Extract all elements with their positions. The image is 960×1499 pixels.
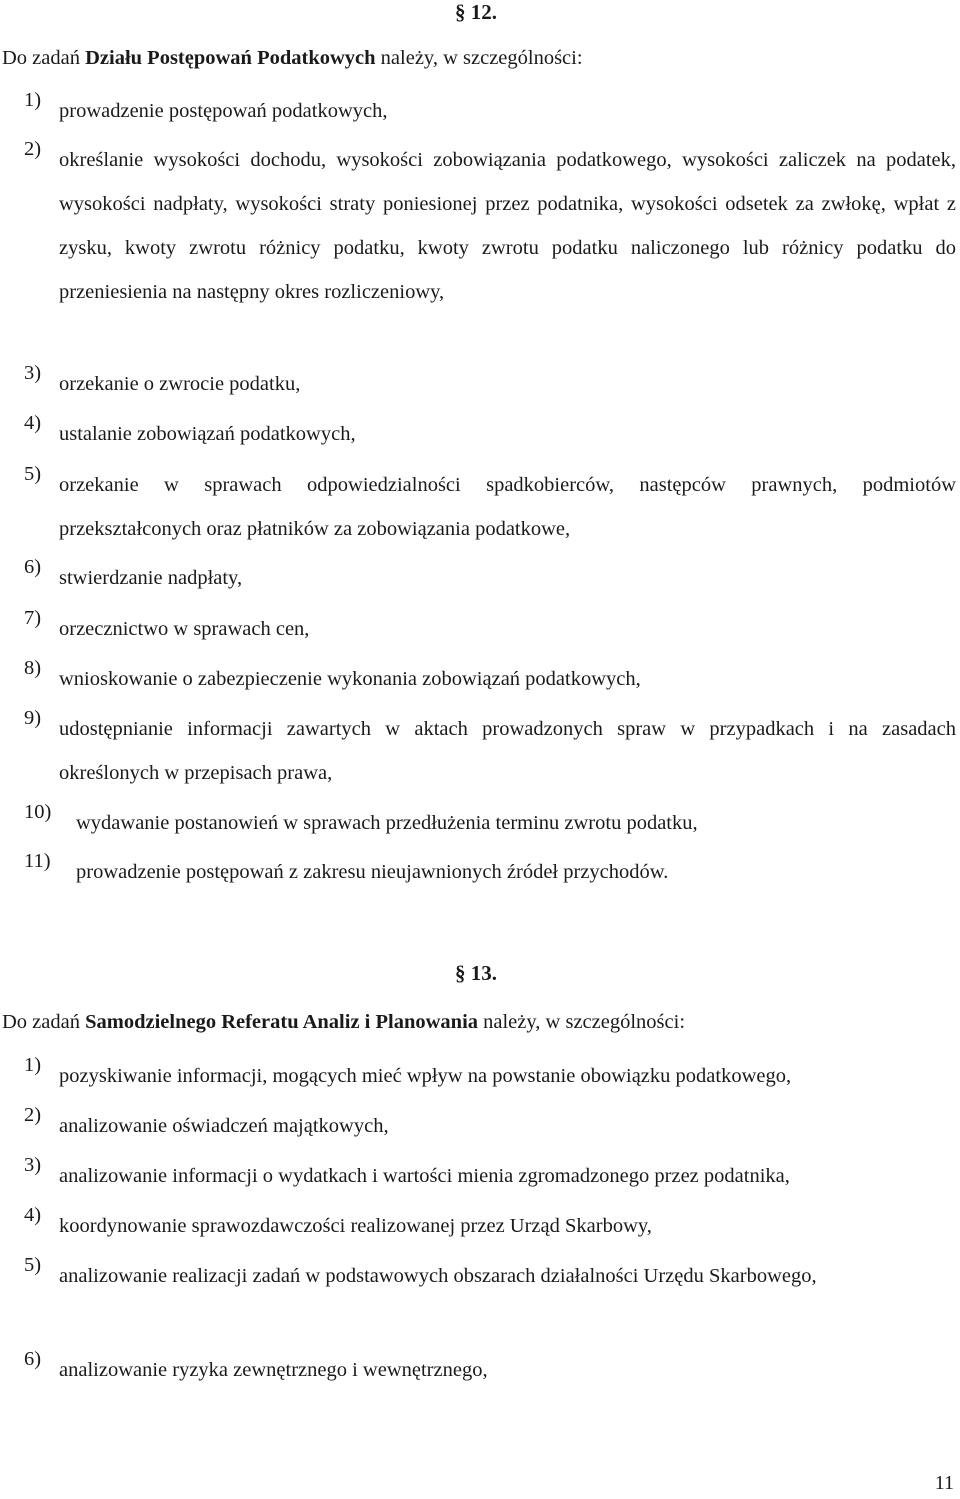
list-item: [12, 1154, 956, 1198]
list-item: [12, 89, 956, 133]
list-item-number: 7): [24, 607, 42, 629]
list-item-number: 9): [24, 707, 42, 729]
section-heading-12: § 12.: [455, 0, 497, 24]
intro-suffix: należy, w szczególności:: [375, 47, 583, 69]
list-item-number: 4): [24, 1204, 42, 1226]
intro-prefix: Do zadań: [2, 1011, 86, 1033]
list-item-text: analizowanie realizacji zadań w podstawowych obszarach działalności Urzędu Skarbowego,: [59, 1265, 817, 1287]
list-item-text: pozyskiwanie informacji, mogących mieć wpływ na powstanie obowiązku podatkowego,: [59, 1065, 792, 1087]
list-item-number: 3): [24, 1154, 42, 1176]
list-item: [12, 138, 956, 314]
list-item-text: analizowanie oświadczeń majątkowych,: [59, 1115, 389, 1137]
intro-prefix: Do zadań: [2, 47, 86, 69]
section-heading-13: § 13.: [455, 961, 497, 985]
list-item-text: udostępnianie informacji zawartych w aktach prowadzonych spraw w przypadkach i na zasadach określonych w przepisach prawa,: [59, 718, 956, 784]
list-item: [12, 412, 956, 456]
list-item-text: analizowanie ryzyka zewnętrznego i wewnętrznego,: [59, 1359, 488, 1381]
list-item: [12, 850, 956, 894]
list-item-text: wydawanie postanowień w sprawach przedłużenia terminu zwrotu podatku,: [76, 812, 698, 834]
list-item: [12, 707, 956, 795]
list-item-number: 11): [24, 850, 51, 872]
list-item-number: 6): [24, 556, 42, 578]
list-item: [12, 801, 956, 845]
list-item-text: orzekanie o zwrocie podatku,: [59, 373, 301, 395]
list-item: [12, 463, 956, 551]
list-item: [12, 1204, 956, 1248]
list-item-text: prowadzenie postępowań z zakresu nieujawnionych źródeł przychodów.: [76, 861, 669, 883]
list-item-text: ustalanie zobowiązań podatkowych,: [59, 423, 356, 445]
list-item-number: 4): [24, 412, 42, 434]
intro-department-name: Samodzielnego Referatu Analiz i Planowania: [85, 1011, 479, 1033]
section-intro-13: [2, 1011, 685, 1034]
list-item-text: prowadzenie postępowań podatkowych,: [59, 100, 388, 122]
list-item-text: orzecznictwo w sprawach cen,: [59, 618, 310, 640]
list-item: [12, 1254, 956, 1298]
list-item-number: 6): [24, 1348, 42, 1370]
list-item: [12, 362, 956, 406]
list-item-number: 2): [24, 1104, 42, 1126]
list-item: [12, 607, 956, 651]
page-number: 11: [934, 1472, 954, 1494]
list-item-number: 3): [24, 362, 42, 384]
list-item-text: analizowanie informacji o wydatkach i wartości mienia zgromadzonego przez podatnika,: [59, 1165, 790, 1187]
section-intro-12: [2, 47, 583, 70]
list-item: [12, 1348, 956, 1392]
list-item-text: stwierdzanie nadpłaty,: [59, 567, 243, 589]
list-item-text: orzekanie w sprawach odpowiedzialności spadkobierców, następców prawnych, podmiotów przekształconych oraz płatników za zobowiązania podatkowe,: [59, 474, 956, 540]
list-item-number: 2): [24, 138, 42, 160]
list-item-number: 10): [24, 801, 52, 823]
list-item: [12, 556, 956, 600]
list-item-text: wnioskowanie o zabezpieczenie wykonania zobowiązań podatkowych,: [59, 668, 641, 690]
list-item: [12, 1104, 956, 1148]
intro-department-name: Działu Postępowań Podatkowych: [85, 47, 376, 69]
list-item-number: 5): [24, 463, 42, 485]
list-item-number: 1): [24, 1054, 42, 1076]
list-item: [12, 1054, 956, 1098]
list-item-number: 1): [24, 89, 42, 111]
list-item-text: określanie wysokości dochodu, wysokości zobowiązania podatkowego, wysokości zaliczek na podatek, wysokości nadpłaty, wysokości straty poniesionej przez podatnika, wysokości odsetek za zwłokę, wpłat z zysku, kwoty zwrotu różnicy podatku, kwoty zwrotu podatku naliczonego lub różnicy podatku do przeniesienia na następny okres rozliczeniowy,: [59, 149, 956, 303]
list-item-text: koordynowanie sprawozdawczości realizowanej przez Urząd Skarbowy,: [59, 1215, 652, 1237]
list-item: [12, 657, 956, 701]
intro-suffix: należy, w szczególności:: [478, 1011, 686, 1033]
list-item-number: 8): [24, 657, 42, 679]
list-item-number: 5): [24, 1254, 42, 1276]
